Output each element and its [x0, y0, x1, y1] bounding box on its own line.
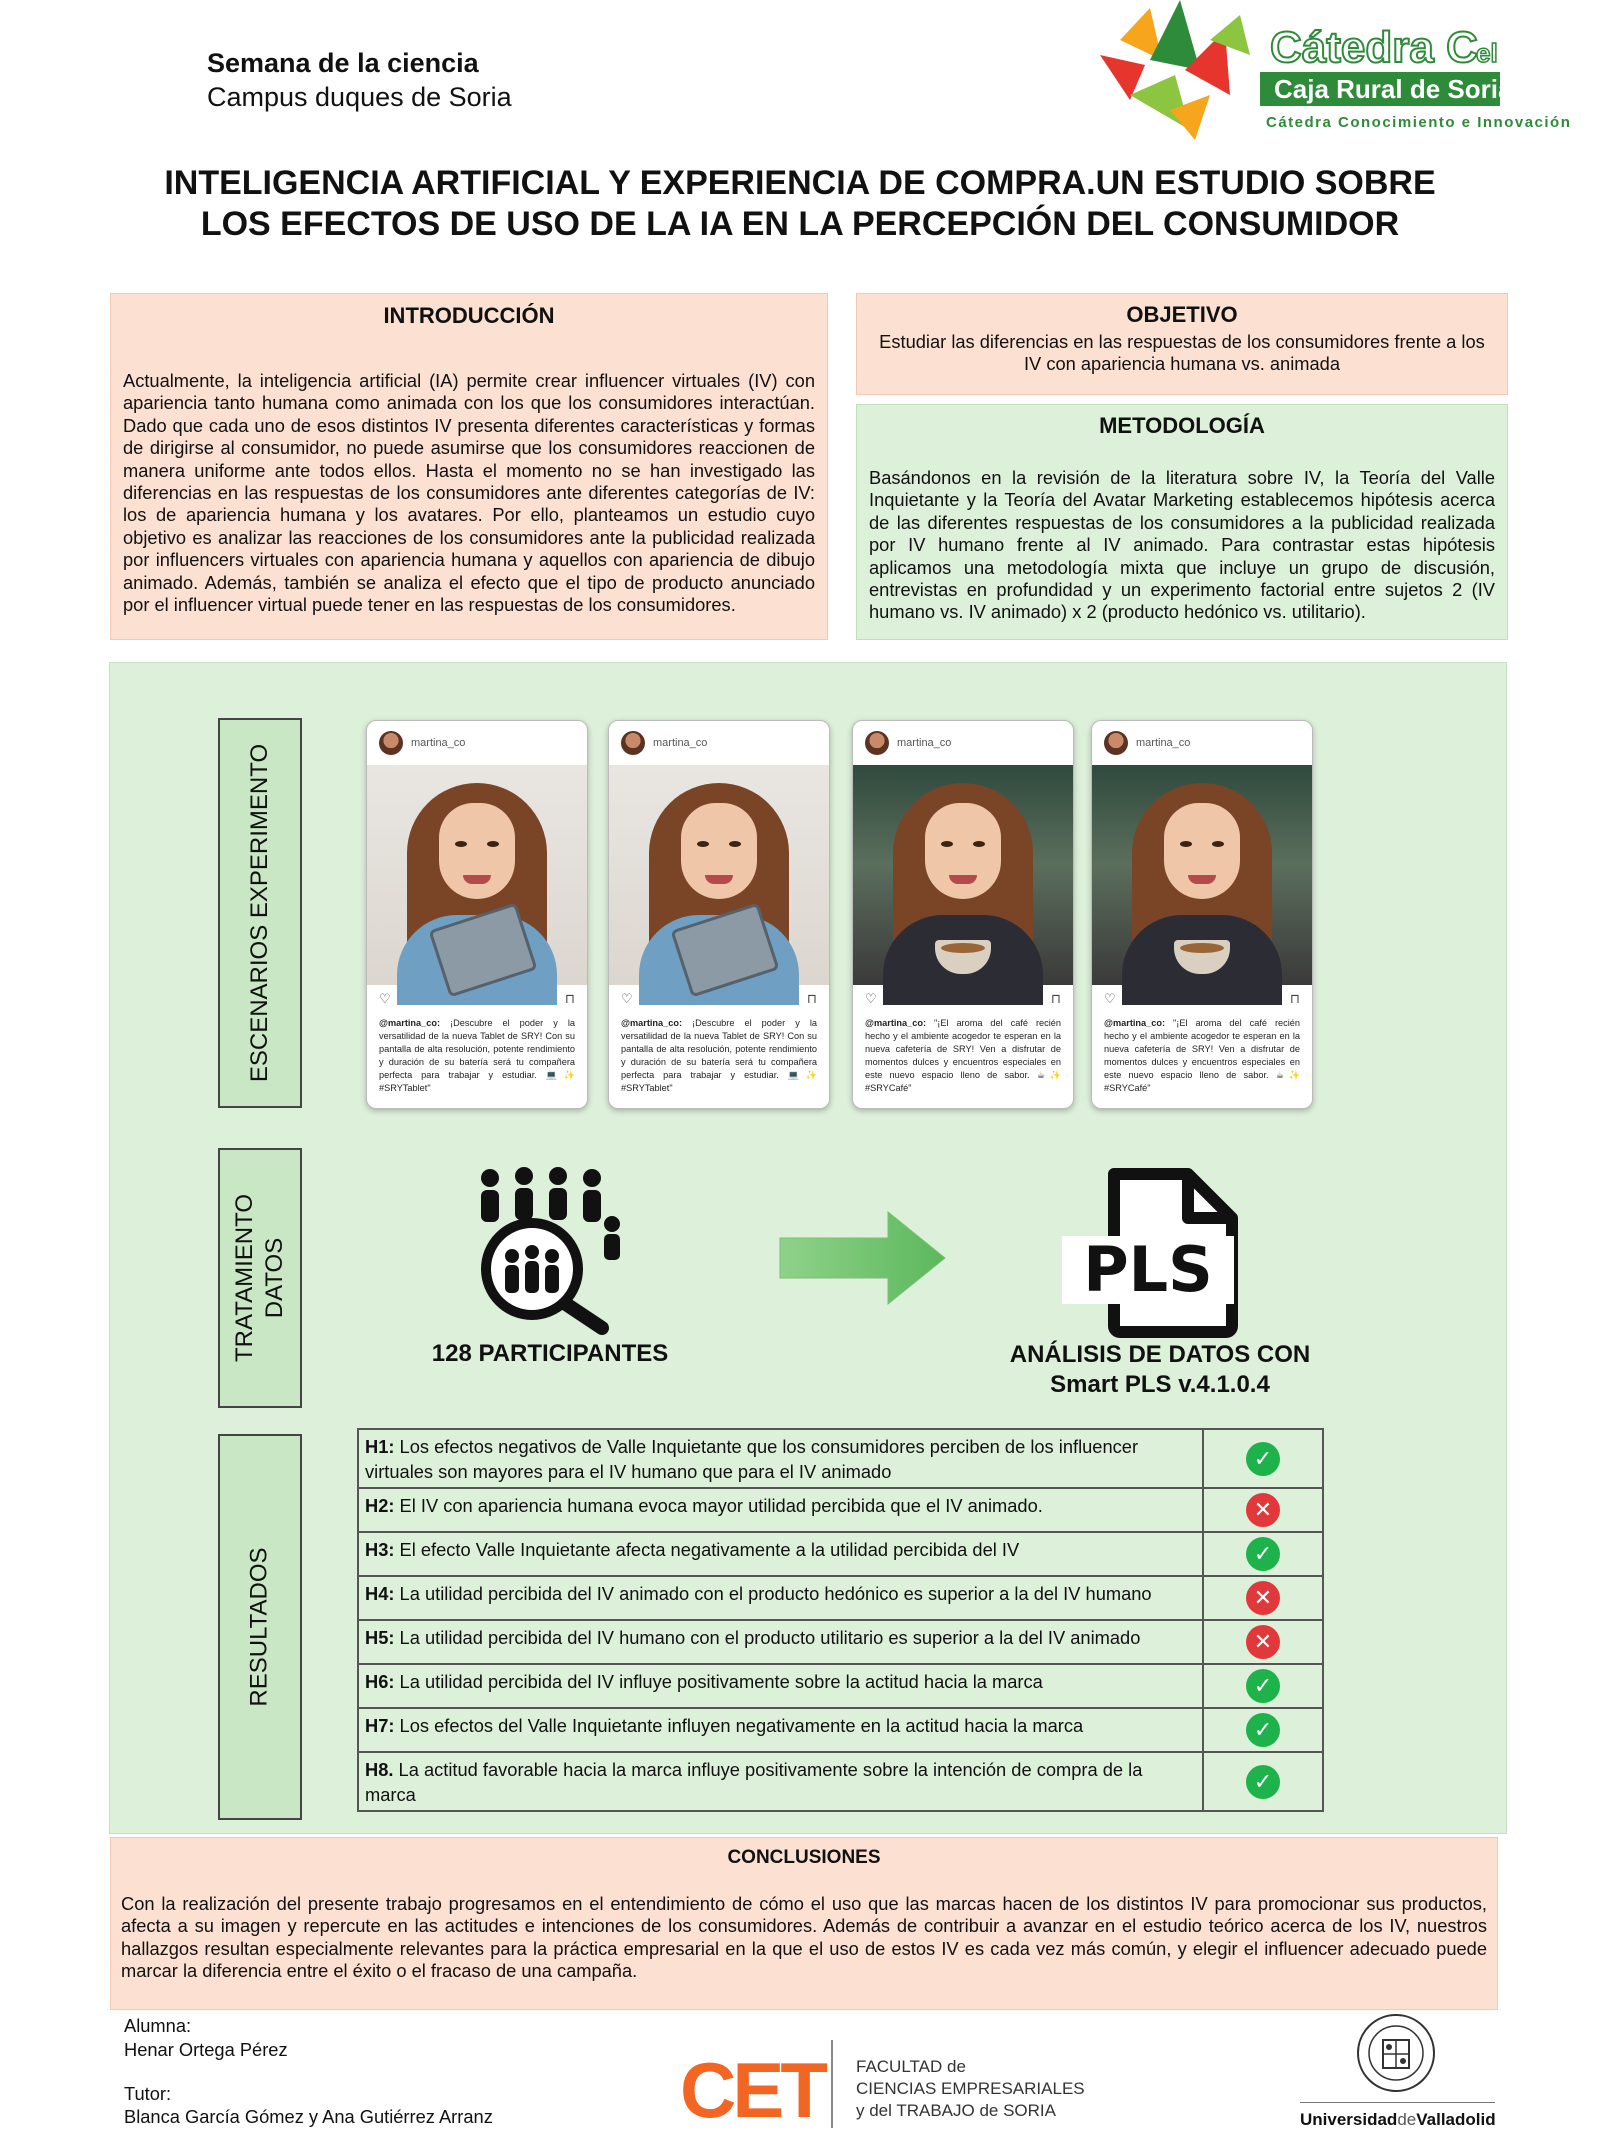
hypothesis-text: H2: El IV con apariencia humana evoca mayor utilidad percibida que el IV animado.: [358, 1488, 1203, 1532]
hypothesis-row: [358, 1532, 1323, 1576]
introduction-text: Actualmente, la inteligencia artificial (IA) permite crear influencer virtuales (IV) con apariencia tanto humana como animada con los que los consumidores interactúan. Dado que cada uno de esos distintos IV presenta diferentes características y formas de dirigirse al consumidor, no puede asumirse que los consumidores reaccionen de manera uniforme ante todos ellos. Hasta el momento no se han investigado las diferencias en las respuestas de los consumidores ante diferentes categorías de IV: los de apariencia humana y los avatares. Por ello, planteamos un estudio cuyo objetivo es analizar las reacciones de los consumidores ante la publicidad realizada por influencers virtuales con apariencia humana y aquellos con apariencia de dibujo animado. Además, también se analiza el efecto que el tipo de producto anunciado por el influencer virtual puede tener en las respuestas de los consumidores.: [123, 370, 815, 616]
logo-leaf-shape: [1150, 0, 1200, 70]
influencer-photo: [1092, 765, 1312, 985]
conclusions-section: [110, 1837, 1498, 2010]
logo-line1: Cátedra C: [1270, 23, 1478, 72]
hypothesis-row: [358, 1708, 1323, 1752]
logo-line1-small: el: [1476, 38, 1498, 68]
check-circle-icon: ✓: [1246, 1537, 1280, 1571]
methodology-text: Basándonos en la revisión de la literatura sobre IV, la Teoría del Valle Inquietante y la Teoría del Avatar Marketing establecemos hipótesis acerca de las diferentes respuestas de los consumidores a la publicidad realizada por IV humano frente al IV animado. Para contrastar estas hipótesis aplicamos una metodología mixta que incluye un grupo de discusión, entrevistas en profundidad y un experimento factorial entre sujetos 2 (IV humano vs. IV animado) x 2 (producto hedónico vs. utilitario).: [869, 467, 1495, 623]
footer-divider: [831, 2040, 833, 2128]
university-seal-icon: [1355, 2012, 1437, 2094]
hypothesis-row: [358, 1664, 1323, 1708]
influencer-photo: [609, 765, 829, 985]
post-header: [367, 721, 587, 765]
faculty-line1: FACULTAD de: [856, 2057, 966, 2076]
tutor-label: Tutor:: [124, 2083, 172, 2104]
poster-title: INTELIGENCIA ARTIFICIAL Y EXPERIENCIA DE COMPRA.UN ESTUDIO SOBRE LOS EFECTOS DE USO DE LA IA EN LA PERCEPCIÓN DEL CONSUMIDOR: [164, 164, 1436, 243]
check-circle-icon: ✓: [1246, 1713, 1280, 1747]
scenario-card: [852, 720, 1074, 1109]
bookmark-icon[interactable]: ⊓: [1050, 991, 1061, 1006]
post-caption: @martina_co: "¡El aroma del café recién hecho y el ambiente acogedor te esperan en la nueva cafetería de SRY! Ven a disfrutar de momentos dulces y encuentros especiales en este nuevo espacio lleno de sabor. ☕✨ #SRYCafé": [1104, 1018, 1300, 1093]
hypothesis-status: [1203, 1576, 1323, 1620]
university-rule: [1300, 2102, 1495, 2103]
faculty-line2: CIENCIAS EMPRESARIALES: [856, 2079, 1085, 2098]
avatar: [621, 731, 645, 755]
post-header: [609, 721, 829, 765]
event-title: Semana de la ciencia: [207, 48, 479, 78]
hypothesis-text: H7: Los efectos del Valle Inquietante influyen negativamente en la actitud hacia la marca: [358, 1708, 1203, 1752]
influencer-photo: [367, 765, 587, 985]
avatar: [1104, 731, 1128, 755]
hypothesis-row: [358, 1429, 1323, 1488]
hypothesis-row: [358, 1620, 1323, 1664]
avatar: [379, 731, 403, 755]
faculty-name: [856, 2056, 1085, 2122]
student-name: Henar Ortega Pérez: [124, 2039, 288, 2060]
logo-line2: Caja Rural de Soria: [1274, 74, 1513, 104]
heart-icon[interactable]: ♡: [1104, 991, 1116, 1006]
post-header: [853, 721, 1073, 765]
participants-search-icon: [462, 1164, 632, 1334]
bookmark-icon[interactable]: ⊓: [1289, 991, 1300, 1006]
cross-circle-icon: ✕: [1246, 1625, 1280, 1659]
hypothesis-text: H1: Los efectos negativos de Valle Inquietante que los consumidores perciben de los influencer virtuales son mayores para el IV humano que para el IV animado: [358, 1429, 1203, 1488]
participants-count: 128 PARTICIPANTES: [431, 1340, 669, 1367]
pls-text: PLS: [1083, 1233, 1213, 1306]
influencer-photo: [853, 765, 1073, 985]
cross-circle-icon: ✕: [1246, 1581, 1280, 1615]
bookmark-icon[interactable]: ⊓: [564, 991, 575, 1006]
scenario-card: [1091, 720, 1313, 1109]
hypothesis-text: H5: La utilidad percibida del IV humano con el producto utilitario es superior a la del IV animado: [358, 1620, 1203, 1664]
cross-circle-icon: ✕: [1246, 1493, 1280, 1527]
results-label: [218, 1434, 302, 1820]
objective-section: [856, 293, 1508, 395]
hypothesis-status: [1203, 1708, 1323, 1752]
tutor-names: Blanca García Gómez y Ana Gutiérrez Arranz: [124, 2106, 493, 2127]
methodology-section: [856, 404, 1508, 640]
methodology-heading: METODOLOGÍA: [1099, 413, 1265, 438]
heart-icon[interactable]: ♡: [379, 991, 391, 1006]
hypothesis-text: H6: La utilidad percibida del IV influye positivamente sobre la actitud hacia la marca: [358, 1664, 1203, 1708]
treatment-label-text: TRATAMIENTO DATOS: [231, 1194, 288, 1362]
scenario-card: [608, 720, 830, 1109]
post-caption: @martina_co: "¡El aroma del café recién hecho y el ambiente acogedor te esperan en la nueva cafetería de SRY! Ven a disfrutar de momentos dulces y encuentros especiales en este nuevo espacio lleno de sabor. ☕✨ #SRYCafé": [865, 1018, 1061, 1093]
hypothesis-status: [1203, 1532, 1323, 1576]
post-caption: @martina_co: ¡Descubre el poder y la versatilidad de la nueva Tablet de SRY! Con su pantalla de alta resolución, potente rendimiento y duración de su batería será tu compañera perfecta para trabajar y estudiar. 💻✨ #SRYTablet": [621, 1018, 817, 1093]
event-subtitle: Campus duques de Soria: [207, 82, 512, 112]
hypothesis-row: [358, 1752, 1323, 1811]
logo-line3: Cátedra Conocimiento e Innovación: [1266, 114, 1572, 131]
faculty-line3: y del TRABAJO de SORIA: [856, 2101, 1056, 2120]
treatment-label: [218, 1148, 302, 1408]
post-header: [1092, 721, 1312, 765]
hypothesis-status: [1203, 1620, 1323, 1664]
results-label-text: RESULTADOS: [246, 1547, 274, 1707]
check-circle-icon: ✓: [1246, 1669, 1280, 1703]
hypothesis-status: [1203, 1752, 1323, 1811]
hypothesis-text: H8. La actitud favorable hacia la marca influye positivamente sobre la intención de compra de la marca: [358, 1752, 1203, 1811]
post-username: martina_co: [1136, 737, 1191, 749]
results-table: [357, 1428, 1324, 1812]
analysis-line2: Smart PLS v.4.1.0.4: [1050, 1371, 1270, 1398]
bookmark-icon[interactable]: ⊓: [806, 991, 817, 1006]
objective-heading: OBJETIVO: [1126, 302, 1238, 327]
analysis-line1: ANÁLISIS DE DATOS CON: [1009, 1341, 1311, 1368]
introduction-heading: INTRODUCCIÓN: [383, 303, 555, 328]
heart-icon[interactable]: ♡: [865, 991, 877, 1006]
objective-text: Estudiar las diferencias en las respuestas de los consumidores frente a los IV con apariencia humana vs. animada: [879, 331, 1485, 375]
university-name: UniversidaddeValladolid: [1300, 2110, 1496, 2129]
hypothesis-status: [1203, 1488, 1323, 1532]
pls-file-icon: [1062, 1166, 1242, 1338]
scenarios-label: [218, 718, 302, 1108]
avatar: [865, 731, 889, 755]
check-circle-icon: ✓: [1246, 1442, 1280, 1476]
hypothesis-row: [358, 1488, 1323, 1532]
hypothesis-status: [1203, 1429, 1323, 1488]
hypothesis-row: [358, 1576, 1323, 1620]
heart-icon[interactable]: ♡: [621, 991, 633, 1006]
conclusions-text: Con la realización del presente trabajo progresamos en el entendimiento de cómo el uso que las marcas hacen de los distintos IV para promocionar sus productos, afecta a su imagen y repercute en las actitudes e intenciones de los consumidores. Además de contribuir a avanzar en el estudio teórico acerca de los IV, nuestros hallazgos resultan especialmente relevantes para la práctica empresarial en la que el uso de estos IV es cada vez más común, y elegir el influencer adecuado puede marcar la diferencia entre el éxito o el fracaso de una campaña.: [121, 1893, 1487, 1982]
hypothesis-status: [1203, 1664, 1323, 1708]
arrow-right-icon: [780, 1212, 945, 1304]
hypothesis-text: H4: La utilidad percibida del IV animado con el producto hedónico es superior a la del IV humano: [358, 1576, 1203, 1620]
analysis-label: [965, 1340, 1355, 1400]
conclusions-heading: CONCLUSIONES: [727, 1847, 881, 1868]
post-caption: @martina_co: ¡Descubre el poder y la versatilidad de la nueva Tablet de SRY! Con su pantalla de alta resolución, potente rendimiento y duración de su batería será tu compañera perfecta para trabajar y estudiar. 💻✨ #SRYTablet": [379, 1018, 575, 1093]
post-username: martina_co: [897, 737, 952, 749]
scenarios-label-text: ESCENARIOS EXPERIMENTO: [246, 743, 274, 1083]
post-username: martina_co: [411, 737, 466, 749]
introduction-section: [110, 293, 828, 640]
post-username: martina_co: [653, 737, 708, 749]
scenario-card: [366, 720, 588, 1109]
catedra-logo: [1090, 0, 1572, 150]
hypothesis-text: H3: El efecto Valle Inquietante afecta negativamente a la utilidad percibida del IV: [358, 1532, 1203, 1576]
check-circle-icon: ✓: [1246, 1765, 1280, 1799]
cet-logo: CET: [680, 2046, 824, 2134]
student-label: Alumna:: [124, 2015, 192, 2036]
